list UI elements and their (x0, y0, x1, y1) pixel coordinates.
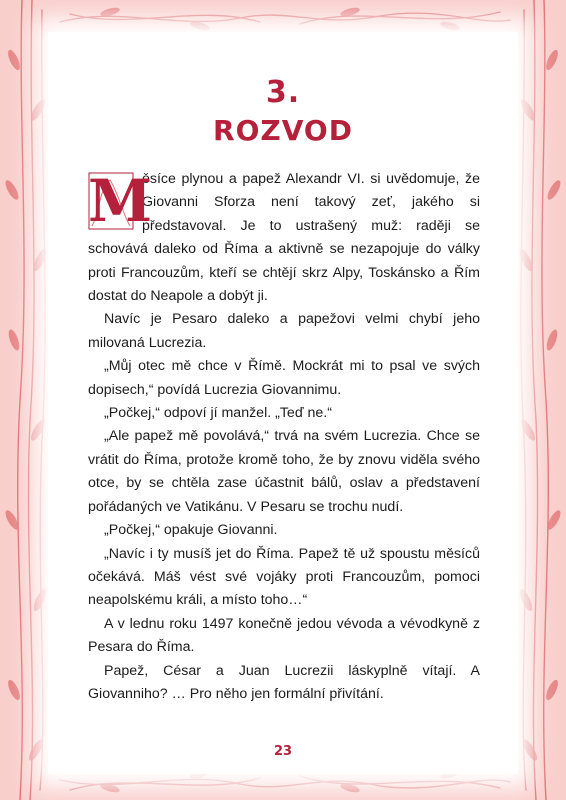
chapter-number: 3. (265, 75, 301, 110)
paragraph-2: Navíc je Pesaro daleko a papežovi velmi chybí jeho milovaná Lucrezia. (88, 311, 480, 351)
paragraph-5: „Ale papež mě povolává,“ trvá na svém Lucrezia. Chce se vrátit do Říma, protože kromě toho, že by znovu viděla svého otce, by se chtěla zase účastnit bálů, oslav a představení pořádaných ve Vatikánu. V Pesaru se trochu nudí. (88, 428, 480, 515)
paragraph-4: „Počkej,“ odpoví jí manžel. „Teď ne.“ (104, 405, 332, 422)
paragraph-8: A v lednu roku 1497 konečně jedou vévoda a vévodkyně z Pesara do Říma. (88, 615, 480, 656)
paragraph-3: „Můj otec mě chce v Římě. Mockrát mi to psal ve svých dopisech,“ povídá Lucrezia Giovannimu. (88, 358, 480, 398)
dropcap (88, 167, 153, 235)
paragraph-7: „Navíc i ty musíš jet do Říma. Papež tě už spoustu měsíců očekává. Máš vést své vojáky proti Francouzům, pomoci neapolskému králi, a místo toho…“ (88, 545, 480, 609)
chapter-body (88, 168, 480, 706)
chapter-title: ROZVOD (213, 114, 353, 147)
dropcap-letter: M (88, 167, 153, 235)
paragraph-6: „Počkej,“ opakuje Giovanni. (104, 522, 278, 539)
paragraph-9: Papež, César a Juan Lucrezii láskyplně vítají. A Giovanniho? … Pro něho jen formální přivítání. (88, 662, 480, 702)
paragraph-1 (88, 168, 480, 308)
page-number: 23 (273, 744, 293, 759)
paragraph-text: ěsíce plynou a papež Alexandr VI. si uvědomuje, že Giovanni Sforza není takový zeť, jakého si představoval. Je to ustrašený muž: raději se schovává daleko od Říma a aktivně se nezapojuje do války proti Francouzům, kteří se chtějí skrz Alpy, Toskánsko a Řím dostat do Neapole a dobýt ji. (88, 171, 480, 305)
